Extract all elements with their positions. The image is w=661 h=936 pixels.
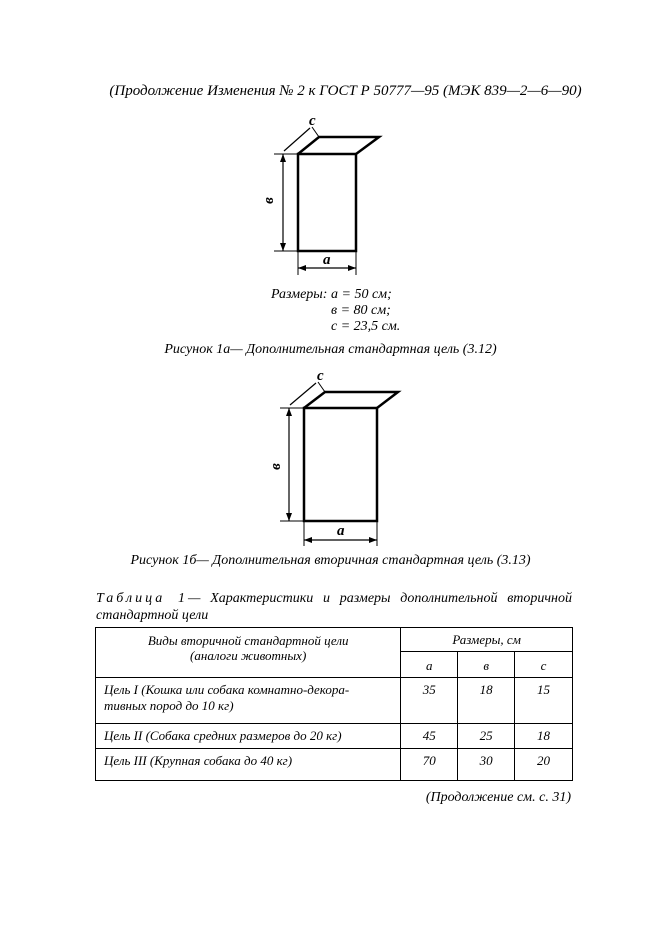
table-header-kind-line1: Виды вторичной стандартной цели	[147, 633, 349, 648]
row-value-b: 18	[458, 678, 515, 724]
row-name: Цель III (Крупная собака до 40 кг)	[96, 749, 401, 781]
row-value-c: 18	[515, 724, 573, 749]
fig2-label-a: а	[337, 523, 345, 539]
page-footer: (Продолжение см. с. 31)	[425, 790, 571, 805]
fig1-label-a: а	[323, 252, 331, 268]
fig2-front-face	[304, 408, 377, 521]
table-row	[96, 678, 573, 724]
row-name	[96, 678, 401, 724]
row-name-line1: Цель I (Кошка или собака комнатно-декора-	[104, 682, 350, 697]
fig1-dim-line-c	[284, 128, 310, 151]
fig1-dimension-b: в = 80 см;	[331, 303, 391, 318]
dimensions-table	[95, 627, 573, 781]
fig2-dim-line-c	[290, 383, 316, 405]
table-subheader-c: с	[515, 652, 573, 678]
fig1-dimensions-title: Размеры:	[271, 287, 328, 302]
figure-1b-caption: Рисунок 1б— Дополнительная вторичная стандартная цель (3.13)	[130, 553, 531, 568]
page-header: (Продолжение Изменения № 2 к ГОСТ Р 50777—95 (МЭК 839—2—6—90)	[109, 83, 582, 99]
row-value-a: 35	[401, 678, 458, 724]
row-value-c: 20	[515, 749, 573, 781]
fig2-top-face	[304, 392, 398, 408]
table-title-text: — Характеристики и размеры дополнительной вторичной стандартной цели	[96, 591, 573, 623]
row-value-b: 25	[458, 724, 515, 749]
table-title-number: Таблица 1	[96, 591, 188, 606]
figure-1a-caption: Рисунок 1а— Дополнительная стандартная цель (3.12)	[164, 342, 497, 357]
table-subheader-a: а	[401, 652, 458, 678]
fig1-front-face	[298, 154, 356, 251]
row-value-b: 30	[458, 749, 515, 781]
table-header-kind	[96, 628, 401, 678]
fig2-label-c: с	[317, 368, 324, 384]
table-title	[96, 590, 572, 624]
fig1-label-c: с	[309, 113, 316, 129]
table-row	[96, 749, 573, 781]
fig1-dimension-a: а = 50 см;	[331, 287, 392, 302]
row-value-c: 15	[515, 678, 573, 724]
row-name-line2: тивных пород до 10 кг)	[104, 698, 234, 713]
fig1-label-b: в	[260, 197, 277, 204]
table-header-kind-line2: (аналоги животных)	[190, 648, 307, 663]
row-name: Цель II (Собака средних размеров до 20 кг)	[96, 724, 401, 749]
row-value-a: 70	[401, 749, 458, 781]
fig1-dimension-c: с = 23,5 см.	[331, 319, 401, 334]
table-header-dimensions: Размеры, см	[401, 628, 573, 652]
fig2-label-b: в	[267, 463, 284, 470]
row-value-a: 45	[401, 724, 458, 749]
table-subheader-b: в	[458, 652, 515, 678]
table-row	[96, 724, 573, 749]
fig1-top-face	[298, 137, 379, 154]
